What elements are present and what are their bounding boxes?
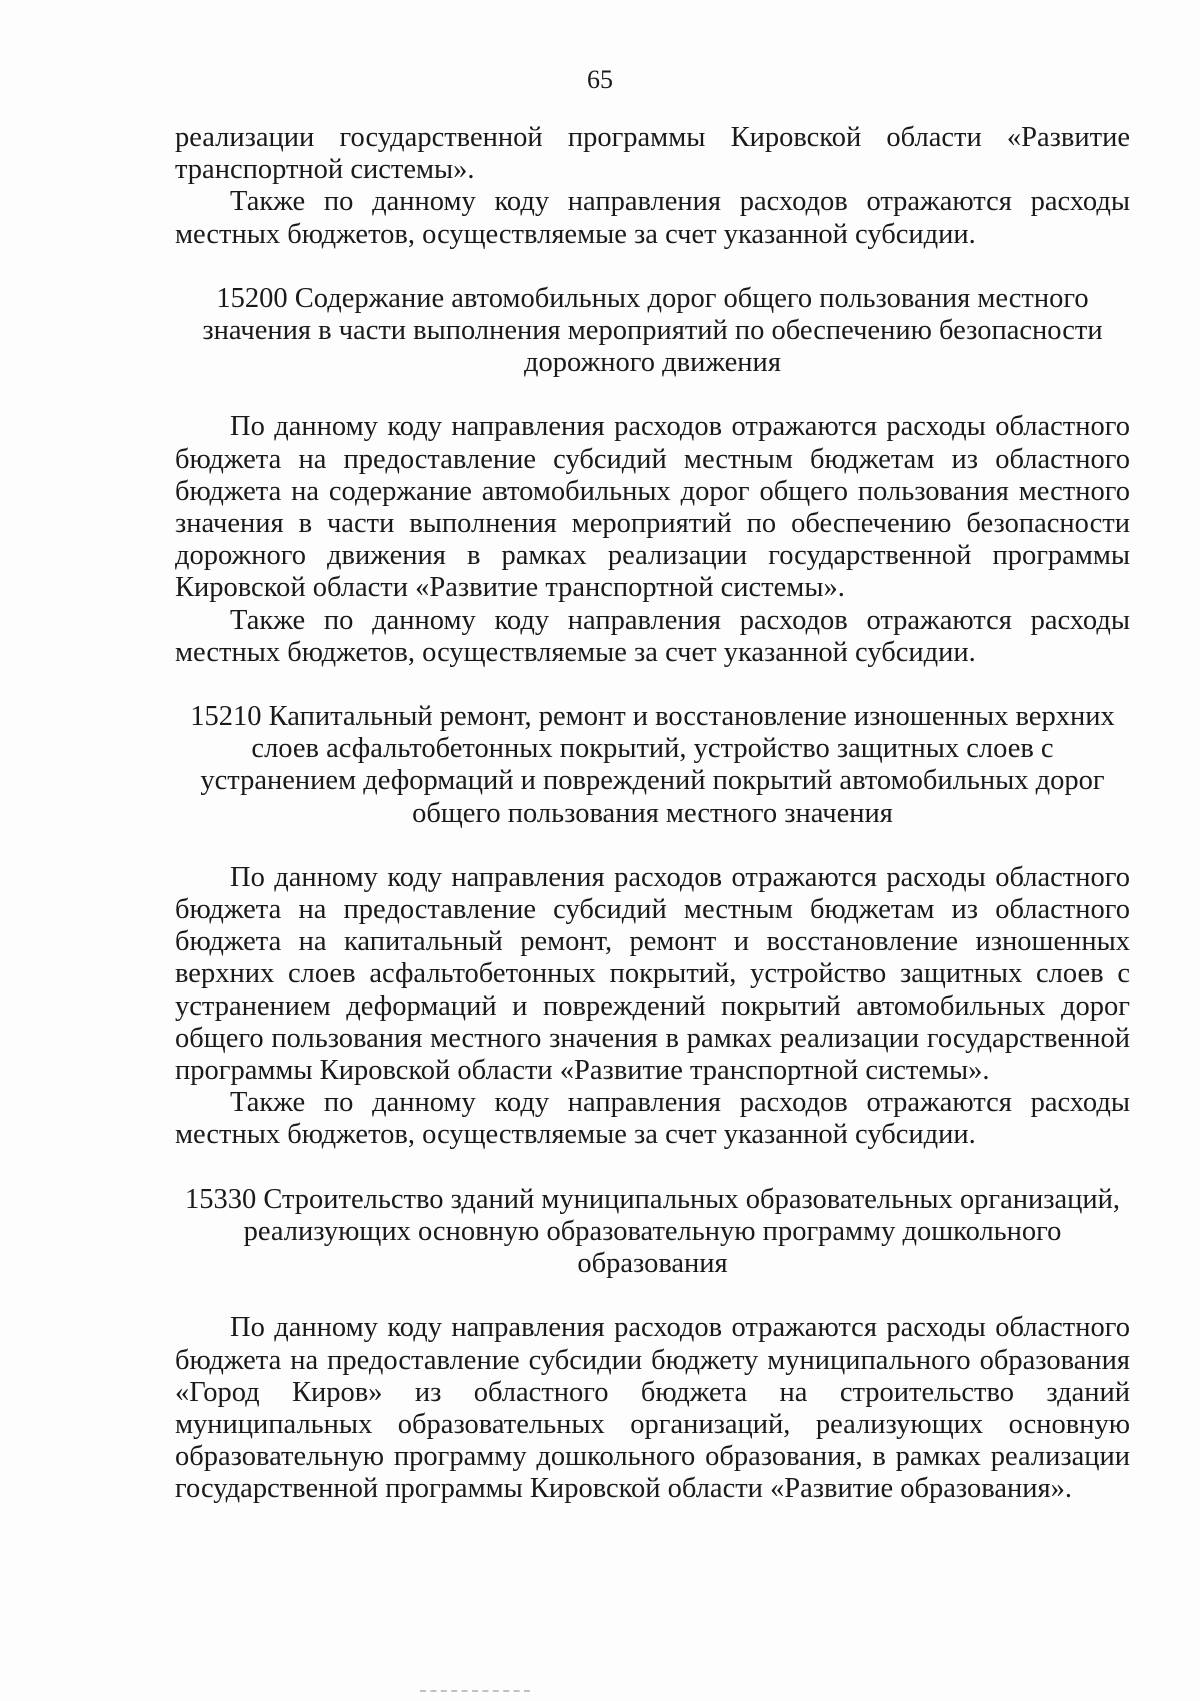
paragraph-15330-description: По данному коду направления расходов отражаются расходы областного бюджета на предоставление субсидии бюджету муниципального образования «Город Киров» из областного бюджета на строительство зданий муниципальных образовательных организаций, реализующих основную образовательную программу дошкольного образования, в рамках реализации государственной программы Кировской области «Развитие образования».: [175, 1312, 1130, 1505]
section-heading-15200: 15200 Содержание автомобильных дорог общего пользования местного значения в части выполнения мероприятий по обеспечению безопасности дорожного движения: [202, 282, 1103, 379]
paragraph-local-budgets-note: Также по данному коду направления расходов отражаются расходы местных бюджетов, осуществляемые за счет указанной субсидии.: [175, 186, 1130, 250]
paragraph-15200-local-note: Также по данному коду направления расходов отражаются расходы местных бюджетов, осуществляемые за счет указанной субсидии.: [175, 604, 1130, 668]
page-number: 65: [587, 65, 613, 94]
section-heading-15210: 15210 Капитальный ремонт, ремонт и восстановление изношенных верхних слоев асфальтобетонных покрытий, устройство защитных слоев с устранением деформаций и повреждений покрытий автомобильных дорог общего пользования местного значения: [190, 701, 1115, 829]
paragraph-15210-local-note: Также по данному коду направления расходов отражаются расходы местных бюджетов, осуществляемые за счет указанной субсидии.: [175, 1087, 1130, 1151]
scan-artifact-marks: [420, 1690, 530, 1696]
paragraph-continuation: реализации государственной программы Кировской области «Развитие транспортной системы».: [175, 122, 1130, 186]
section-heading-15330: 15330 Строительство зданий муниципальных образовательных организаций, реализующих основную образовательную программу дошкольного образования: [184, 1183, 1121, 1280]
paragraph-15210-description: По данному коду направления расходов отражаются расходы областного бюджета на предоставление субсидий местным бюджетам из областного бюджета на капитальный ремонт, ремонт и восстановление изношенных верхних слоев асфальтобетонных покрытий, устройство защитных слоев с устранением деформаций и повреждений покрытий автомобильных дорог общего пользования местного значения в рамках реализации государственной программы Кировской области «Развитие транспортной системы».: [175, 861, 1130, 1087]
paragraph-15200-description: По данному коду направления расходов отражаются расходы областного бюджета на предоставление субсидий местным бюджетам из областного бюджета на содержание автомобильных дорог общего пользования местного значения в части выполнения мероприятий по обеспечению безопасности дорожного движения в рамках реализации государственной программы Кировской области «Развитие транспортной системы».: [175, 411, 1130, 604]
document-body: [175, 122, 1130, 1506]
